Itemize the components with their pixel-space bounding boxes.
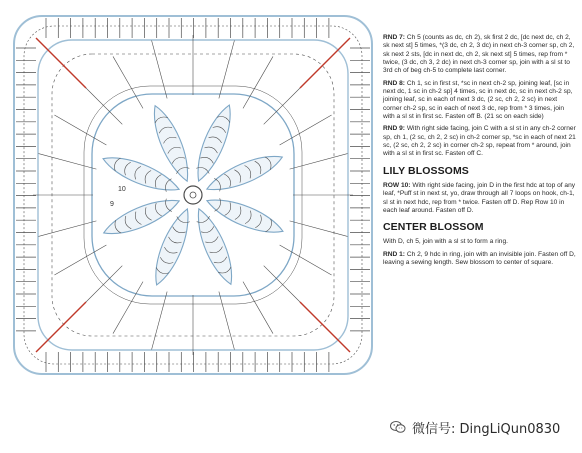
- rnd7-paragraph: RND 7: Ch 5 (counts as dc, ch 2), sk first 2 dc, [dc next dc, ch 2, sk next st] 5 times, *(3 dc, ch 2, 3 dc) in next ch-3 corner sp, ch 2, sk next 2 sts, [dc in next dc, ch 2, sk next st] 5 times, rep from * twice, (3 dc, ch 3, 2 dc) in next ch-3 corner sp, join with a sl st to 3rd ch of beg ch-5 to complete last corner.: [383, 34, 575, 75]
- lily-blossoms-heading: LILY BLOSSOMS: [383, 164, 469, 177]
- watermark: [390, 418, 560, 436]
- wechat-icon: [390, 420, 406, 434]
- row-10-label: 10: [118, 186, 126, 193]
- rnd9-paragraph: RND 9: With right side facing, join C with a sl st in any ch-2 corner sp, ch 1, (2 sc, ch 2, 2 sc) in ch-2 corner sp, *sc in each of next 21 sc, (2 sc, ch 2, 2 sc) in corner ch-2 sp, repeat from * around, join with a sl st in first sc. Fasten off C.: [383, 125, 576, 158]
- center-intro: With D, ch 5, join with a sl st to form a ring.: [383, 238, 508, 246]
- row10-paragraph: ROW 10: With right side facing, join D in the first hdc at top of any leaf, *Puff st in next st, yo, draw through all 7 loops on hook, ch-1, sl st in next hdc, rep from * twice. Fasten off D. Rep Row 10 in each leaf around. Fasten off D.: [383, 181, 576, 214]
- rnd1-paragraph: RND 1: Ch 2, 9 hdc in ring, join with an invisible join. Fasten off D, leaving a sewing length. Sew blossom to center of square.: [383, 250, 576, 266]
- center-blossom-heading: CENTER BLOSSOM: [383, 221, 484, 234]
- center-ring: [184, 186, 202, 204]
- watermark-text: 微信号: DingLiQun0830: [412, 421, 561, 437]
- instructions-column: [383, 34, 576, 271]
- crochet-chart-diagram: [6, 8, 380, 382]
- rnd8-paragraph: RND 8: Ch 1, sc in first st, *sc in next ch-2 sp, joining leaf, [sc in next dc, 1 sc in ch-2 sp] 4 times, sc in next dc, sc in next ch-2 sp, joining leaf, sc in each of next 3 dc, (2 sc, ch 2, 2 sc) in next corner ch-2 sp, sc in each of next 3 dc, rep from * 3 times, join with a sl st in first sc. Fasten off B. (21 sc on each side): [383, 79, 573, 121]
- row-9-label: 9: [110, 201, 114, 208]
